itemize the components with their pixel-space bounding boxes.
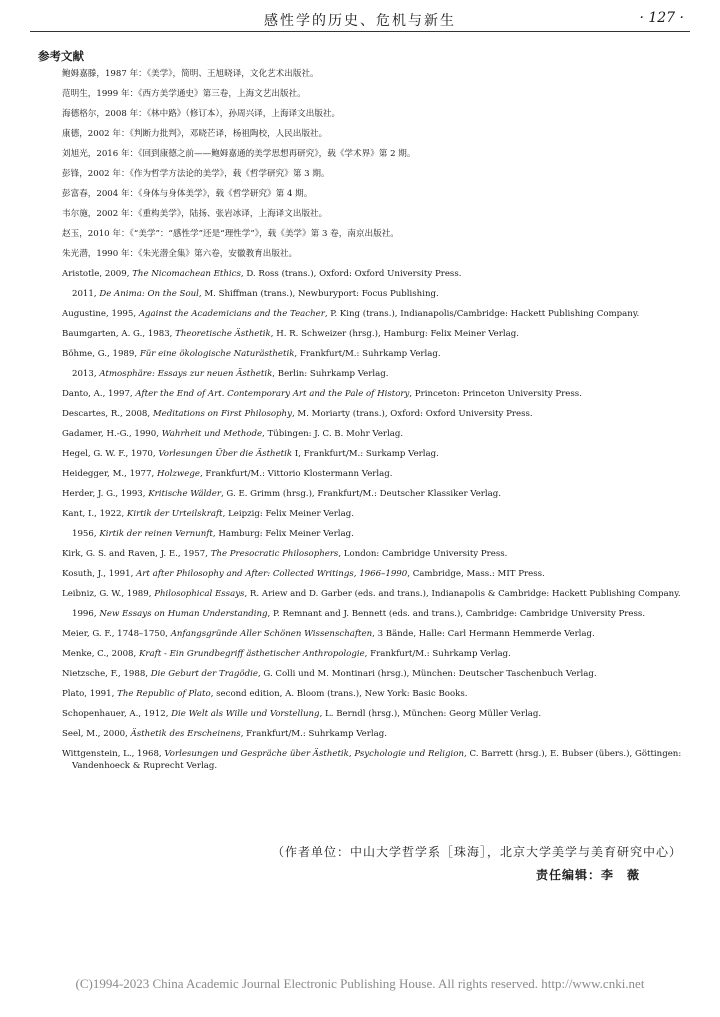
reference-publication: , Tübingen: J. C. B. Mohr Verlag. (262, 429, 404, 439)
reference-publication: , Frankfurt/M.: Suhrkamp Verlag. (240, 729, 387, 739)
reference-text: Menke, C., 2008, (62, 649, 139, 659)
reference-publication: , Princeton: Princeton University Press. (409, 389, 582, 399)
reference-text: Danto, A., 1997, (62, 389, 136, 399)
running-title: 感性学的历史、危机与新生 (264, 13, 456, 29)
reference-text: Baumgarten, A. G., 1983, (62, 329, 176, 339)
reference-text: Schopenhauer, A., 1912, (62, 709, 172, 719)
reference-entry (38, 388, 688, 400)
reference-entry (38, 248, 688, 260)
reference-entry (38, 168, 688, 180)
reference-publication: , D. Ross (trans.), Oxford: Oxford University Press. (240, 269, 462, 279)
reference-entry (38, 508, 688, 520)
reference-work-title: Art after Philosophy and After: Collected Writings, 1966–1990 (136, 569, 408, 579)
reference-work-title: Die Geburt der Tragödie (150, 669, 258, 679)
reference-work-title: Meditations on First Philosophy (152, 409, 292, 419)
reference-entry (38, 748, 688, 772)
author-affiliation: （作者单位：中山大学哲学系［珠海］，北京大学美学与美育研究中心） (271, 845, 682, 859)
reference-publication: , London: Cambridge University Press. (338, 549, 508, 559)
reference-text: 2011, (72, 289, 100, 299)
reference-publication: , M. Shiffman (trans.), Newburyport: Focus Publishing. (198, 289, 439, 299)
reference-publication: , Frankfurt/M.: Vittorio Klostermann Verlag. (199, 469, 393, 479)
reference-text: 朱光潜，1990 年：《朱光潜全集》第六卷，安徽教育出版社。 (62, 249, 298, 259)
reference-text: Seel, M., 2000, (62, 729, 131, 739)
reference-entry (38, 148, 688, 160)
reference-work-title: Theoretische Ästhetik (175, 329, 271, 339)
reference-work-title: The Nicomachean Ethics (132, 269, 241, 279)
reference-entry (38, 448, 688, 460)
reference-text: 彭富春，2004 年：《身体与身体美学》，载《哲学研究》第 4 期。 (62, 189, 313, 199)
reference-text: Kant, I., 1922, (62, 509, 127, 519)
reference-entry (38, 328, 688, 340)
reference-work-title: Atmosphäre: Essays zur neuen Ästhetik (99, 369, 273, 379)
reference-text: 赵玉，2010 年：《“美学”：“感性学”还是“理性学”》，载《美学》第 3 卷，南京出版社。 (62, 229, 399, 239)
reference-entry (38, 368, 688, 380)
reference-text: 1956, (72, 529, 100, 539)
reference-publication: , Hamburg: Felix Meiner Verlag. (212, 529, 354, 539)
reference-text: Kosuth, J., 1991, (62, 569, 137, 579)
reference-text: 2013, (72, 369, 100, 379)
reference-work-title: Anfangsgründe Aller Schönen Wissenschaften (170, 629, 373, 639)
reference-text: 1996, (72, 609, 100, 619)
reference-publication: , G. E. Grimm (hrsg.), Frankfurt/M.: Deutscher Klassiker Verlag. (220, 489, 502, 499)
reference-text: 韦尔施，2002 年：《重构美学》，陆扬、张岩冰译，上海译文出版社。 (62, 209, 328, 219)
reference-publication: , P. King (trans.), Indianapolis/Cambridge: Hackett Publishing Company. (324, 309, 640, 319)
reference-entry (38, 308, 688, 320)
reference-text: Augustine, 1995, (62, 309, 139, 319)
reference-entry (38, 188, 688, 200)
reference-publication: , C. Barrett (hrsg.), E. Bubser (übers.), Göttingen: Vandenhoeck & Ruprecht Verlag. (72, 749, 682, 771)
reference-text: Herder, J. G., 1993, (62, 489, 149, 499)
reference-text: Böhme, G., 1989, (62, 349, 140, 359)
reference-entry (38, 548, 688, 560)
reference-text: Gadamer, H.-G., 1990, (62, 429, 162, 439)
reference-work-title: Kraft - Ein Grundbegriff ästhetischer Anthropologie (138, 649, 365, 659)
reference-work-title: De Anima: On the Soul (99, 289, 199, 299)
reference-text: Kirk, G. S. and Raven, J. E., 1957, (62, 549, 211, 559)
reference-publication: , H. R. Schweizer (hrsg.), Hamburg: Felix Meiner Verlag. (270, 329, 519, 339)
reference-work-title: Kritische Wälder (148, 489, 221, 499)
reference-entry (38, 228, 688, 240)
reference-text: Aristotle, 2009, (62, 269, 133, 279)
reference-text: 康德，2002 年：《判断力批判》，邓晓芒译，杨祖陶校，人民出版社。 (62, 129, 328, 139)
reference-entry (38, 648, 688, 660)
reference-text: Wittgenstein, L., 1968, (62, 749, 165, 759)
reference-work-title: New Essays on Human Understanding (99, 609, 268, 619)
reference-work-title: Für eine ökologische Naturästhetik (139, 349, 295, 359)
reference-entry (38, 588, 688, 600)
reference-entry (38, 608, 688, 620)
reference-publication: , P. Remnant and J. Bennett (eds. and trans.), Cambridge: Cambridge University Press. (267, 609, 646, 619)
reference-entry (38, 688, 688, 700)
reference-entry (38, 208, 688, 220)
reference-publication: , R. Ariew and D. Garber (eds. and trans.), Indianapolis & Cambridge: Hackett Publishing Company. (244, 589, 681, 599)
reference-work-title: Philosophical Essays (154, 589, 245, 599)
reference-entry (38, 428, 688, 440)
reference-work-title: Die Welt als Wille und Vorstellung (171, 709, 320, 719)
reference-work-title: Kirtik der Urteilskraft (126, 509, 223, 519)
reference-entry (38, 728, 688, 740)
reference-publication: , Berlin: Suhrkamp Verlag. (272, 369, 389, 379)
reference-text: 彭锋，2002 年：《作为哲学方法论的美学》，载《哲学研究》第 3 期。 (62, 169, 330, 179)
references-heading: 参考文献 (38, 49, 84, 63)
running-header (30, 8, 690, 32)
reference-entry (38, 288, 688, 300)
reference-work-title: After the End of Art. Contemporary Art and the Pale of History (135, 389, 410, 399)
reference-entry (38, 708, 688, 720)
reference-work-title: Wahrheit und Methode (161, 429, 263, 439)
reference-text: 鲍姆嘉滕，1987 年：《美学》，简明、王旭晓译，文化艺术出版社。 (62, 69, 319, 79)
reference-entry (38, 628, 688, 640)
reference-publication: , second edition, A. Bloom (trans.), New York: Basic Books. (210, 689, 468, 699)
reference-publication: , Cambridge, Mass.: MIT Press. (407, 569, 545, 579)
reference-work-title: Kirtik der reinen Vernunft (99, 529, 213, 539)
reference-publication: , G. Colli und M. Montinari (hrsg.), München: Deutscher Taschenbuch Verlag. (257, 669, 597, 679)
reference-publication: , Leipzig: Felix Meiner Verlag. (222, 509, 355, 519)
reference-work-title: Against the Academicians and the Teacher (138, 309, 325, 319)
reference-work-title: The Republic of Plato (117, 689, 211, 699)
reference-entry (38, 88, 688, 100)
reference-entry (38, 668, 688, 680)
reference-text: 范明生，1999 年：《西方美学通史》第三卷，上海文艺出版社。 (62, 89, 306, 99)
reference-publication: I, Frankfurt/M.: Surkamp Verlag. (292, 449, 439, 459)
reference-text: 海德格尔，2008 年：《林中路》（修订本），孙周兴译，上海译文出版社。 (62, 109, 341, 119)
reference-entry (38, 128, 688, 140)
reference-entry (38, 488, 688, 500)
reference-publication: , 3 Bände, Halle: Carl Hermann Hemmerde Verlag. (372, 629, 595, 639)
reference-entry (38, 468, 688, 480)
reference-entry (38, 68, 688, 80)
reference-work-title: Ästhetik des Erscheinens (130, 729, 241, 739)
reference-work-title: Holzwege (156, 469, 200, 479)
reference-entry (38, 528, 688, 540)
reference-entry (38, 348, 688, 360)
reference-text: Leibniz, G. W., 1989, (62, 589, 155, 599)
reference-work-title: Vorlesungen und Gespräche über Ästhetik, Psychologie und Religion (164, 749, 464, 759)
reference-entry (38, 408, 688, 420)
reference-text: Descartes, R., 2008, (62, 409, 153, 419)
reference-entry (38, 108, 688, 120)
reference-text: Nietzsche, F., 1988, (62, 669, 151, 679)
reference-publication: , Frankfurt/M.: Suhrkamp Verlag. (364, 649, 511, 659)
reference-entry (38, 268, 688, 280)
header-rule (30, 31, 690, 32)
reference-work-title: Vorlesungen Über die Ästhetik (158, 449, 293, 459)
reference-publication: , L. Berndl (hrsg.), München: Georg Müller Verlag. (319, 709, 542, 719)
reference-list (38, 68, 688, 780)
reference-entry (38, 568, 688, 580)
reference-text: Hegel, G. W. F., 1970, (62, 449, 159, 459)
copyright-footer: (C)1994-2023 China Academic Journal Electronic Publishing House. All rights reserved. http://www.cnki.net (75, 976, 645, 991)
reference-work-title: The Presocratic Philosophers (210, 549, 339, 559)
reference-text: Plato, 1991, (62, 689, 118, 699)
responsible-editor: 责任编辑：李 薇 (535, 868, 640, 882)
reference-publication: , Frankfurt/M.: Suhrkamp Verlag. (294, 349, 441, 359)
reference-text: Heidegger, M., 1977, (62, 469, 157, 479)
page-number: · 127 · (639, 10, 684, 26)
reference-text: 刘旭光，2016 年：《回到康德之前——鲍姆嘉通的美学思想再研究》，载《学术界》第 2 期。 (62, 149, 416, 159)
reference-publication: , M. Moriarty (trans.), Oxford: Oxford University Press. (291, 409, 533, 419)
reference-text: Meier, G. F., 1748–1750, (62, 629, 171, 639)
